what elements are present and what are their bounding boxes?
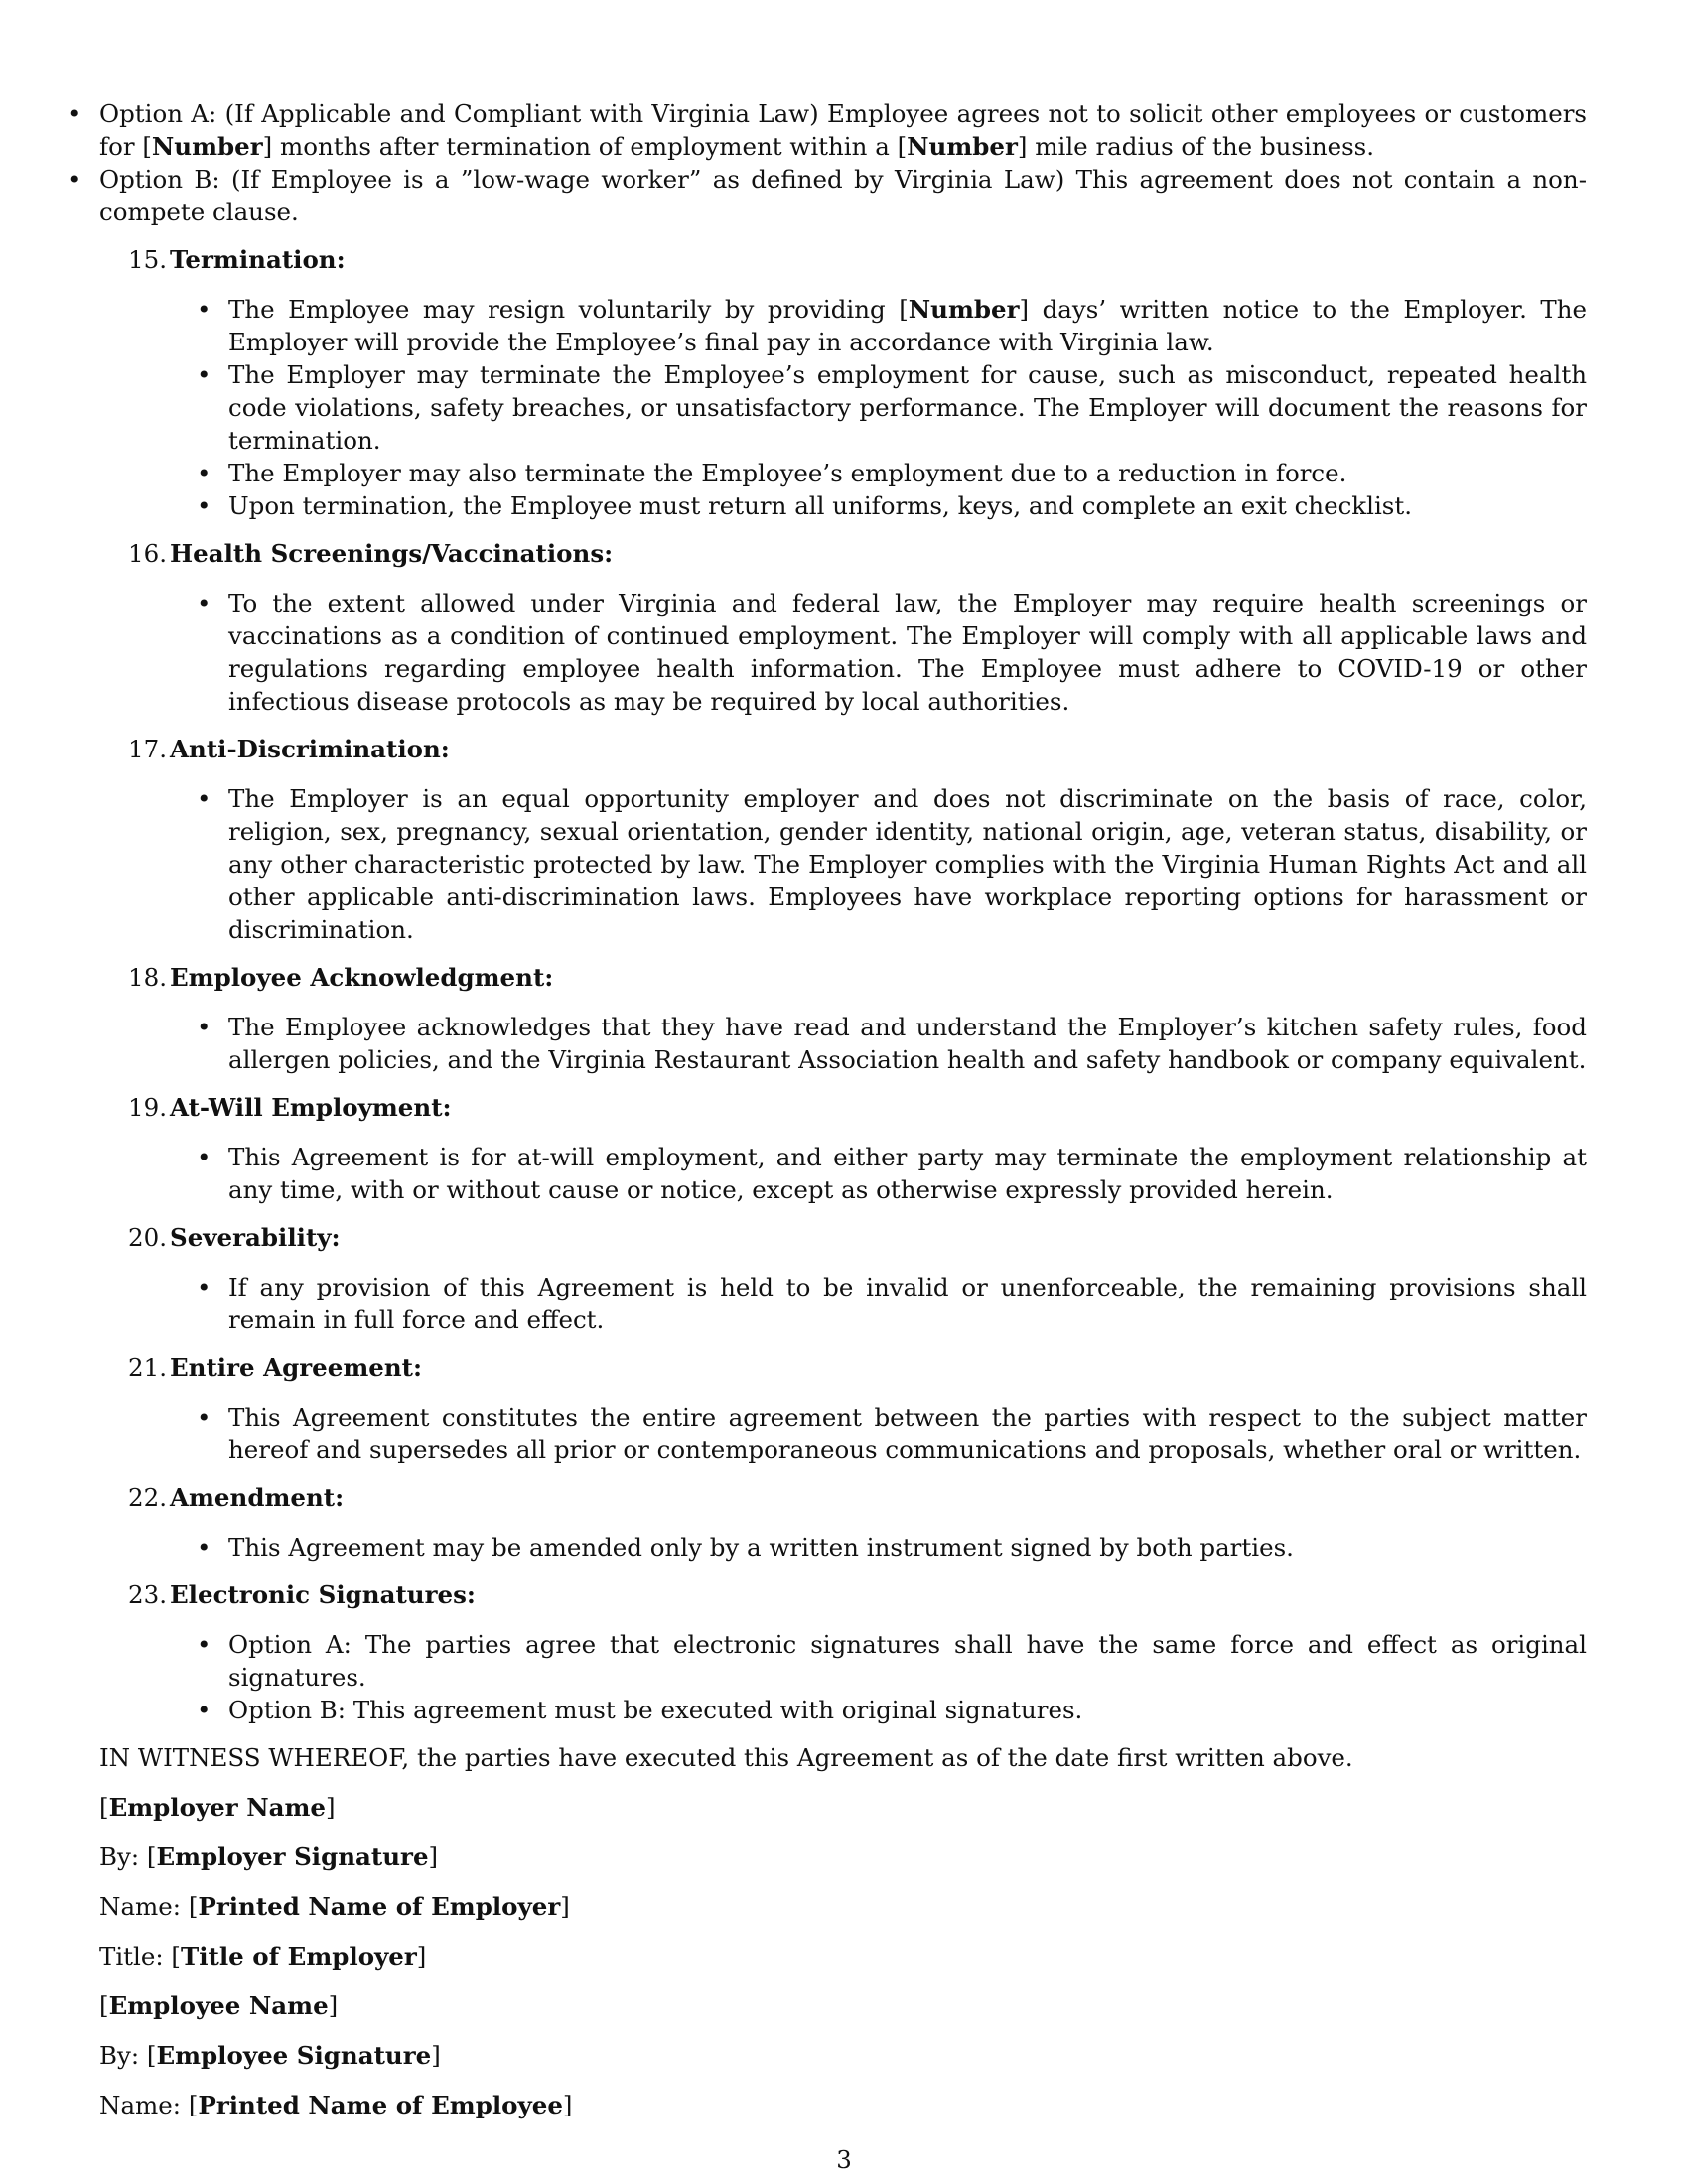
section-number: 22. <box>128 1483 167 1512</box>
section-at-will-employment <box>99 1091 1587 1206</box>
list-item: • Option A: (If Applicable and Compliant with Virginia Law) Employee agrees not to solicit other employees or customers for [Number] months after termination of employment within a [Number] mile radius of the business. <box>99 97 1587 163</box>
section-bullets <box>228 1401 1587 1466</box>
list-item: • To the extent allowed under Virginia and federal law, the Employer may require health screenings or vaccinations as a condition of continued employment. The Employer will comply with all applicable laws and regulations regarding employee health information. The Employee must adhere to COVID-19 or other infectious disease protocols as may be required by local authorities. <box>228 587 1587 718</box>
list-item: • The Employer is an equal opportunity employer and does not discriminate on the basis of race, color, religion, sex, pregnancy, sexual orientation, gender identity, national origin, age, veteran status, disability, or any other characteristic protected by law. The Employer complies with the Virginia Human Rights Act and all other applicable anti-discrimination laws. Employees have workplace reporting options for harassment or discrimination. <box>228 782 1587 946</box>
section-severability <box>99 1221 1587 1336</box>
list-item: • The Employer may also terminate the Employee’s employment due to a reduction in force. <box>228 457 1587 489</box>
section-termination <box>99 243 1587 522</box>
page-number: 3 <box>836 2145 852 2174</box>
list-item: • Option B: (If Employee is a ”low-wage worker” as defined by Virginia Law) This agreement does not contain a non-compete clause. <box>99 163 1587 228</box>
section-number: 23. <box>128 1580 167 1609</box>
section-bullets <box>228 1628 1587 1726</box>
section-number: 15. <box>128 245 167 274</box>
section-title: Electronic Signatures: <box>170 1580 476 1609</box>
section-title: Health Screenings/Vaccinations: <box>170 539 614 568</box>
list-item: • The Employer may terminate the Employee’s employment for cause, such as misconduct, repeated health code violations, safety breaches, or unsatisfactory performance. The Employer will document the reasons for termination. <box>228 358 1587 457</box>
section-number: 20. <box>128 1223 167 1252</box>
signature-line-employer-signature: By: [Employer Signature] <box>99 1843 439 1871</box>
section-number: 17. <box>128 735 167 763</box>
section-bullets <box>228 1531 1587 1564</box>
section-electronic-signatures <box>99 1578 1587 1726</box>
section-bullets <box>228 1011 1587 1076</box>
section-title: Entire Agreement: <box>170 1353 423 1382</box>
list-item: • This Agreement may be amended only by a written instrument signed by both parties. <box>228 1531 1587 1564</box>
section-bullets <box>228 782 1587 946</box>
lead-bullet-list <box>99 97 1587 228</box>
section-health-screenings <box>99 537 1587 718</box>
list-item: • The Employee acknowledges that they have read and understand the Employer’s kitchen safety rules, food allergen policies, and the Virginia Restaurant Association health and safety handbook or company equivalent. <box>228 1011 1587 1076</box>
section-employee-acknowledgment <box>99 961 1587 1076</box>
section-number: 18. <box>128 963 167 992</box>
signature-line-employee-printed-name: Name: [Printed Name of Employee] <box>99 2091 573 2119</box>
list-item: • The Employee may resign voluntarily by providing [Number] days’ written notice to the Employer. The Employer will provide the Employee’s final pay in accordance with Virginia law. <box>228 293 1587 358</box>
section-bullets <box>228 587 1587 718</box>
section-bullets <box>228 1271 1587 1336</box>
section-anti-discrimination <box>99 733 1587 946</box>
section-bullets <box>228 1141 1587 1206</box>
section-title: Anti-Discrimination: <box>170 735 450 763</box>
section-number: 19. <box>128 1093 167 1122</box>
witness-statement: IN WITNESS WHEREOF, the parties have executed this Agreement as of the date first written above. <box>99 1743 1353 1772</box>
signature-line-employer-name: [Employer Name] <box>99 1793 336 1822</box>
section-number: 21. <box>128 1353 167 1382</box>
signature-line-employee-signature: By: [Employee Signature] <box>99 2041 441 2070</box>
list-item: • Option A: The parties agree that electronic signatures shall have the same force and effect as original signatures. <box>228 1628 1587 1694</box>
signature-line-employer-printed-name: Name: [Printed Name of Employer] <box>99 1892 570 1921</box>
section-title: Severability: <box>170 1223 341 1252</box>
section-title: Amendment: <box>170 1483 345 1512</box>
list-item: • Upon termination, the Employee must return all uniforms, keys, and complete an exit checklist. <box>228 489 1587 522</box>
list-item: • Option B: This agreement must be executed with original signatures. <box>228 1694 1587 1726</box>
list-item: • This Agreement is for at-will employment, and either party may terminate the employment relationship at any time, with or without cause or notice, except as otherwise expressly provided herein. <box>228 1141 1587 1206</box>
section-title: Employee Acknowledgment: <box>170 963 554 992</box>
section-entire-agreement <box>99 1351 1587 1466</box>
list-item: • If any provision of this Agreement is held to be invalid or unenforceable, the remaining provisions shall remain in full force and effect. <box>228 1271 1587 1336</box>
section-amendment <box>99 1481 1587 1564</box>
section-bullets <box>228 293 1587 522</box>
signature-line-employer-title: Title: [Title of Employer] <box>99 1942 427 1971</box>
section-title: At-Will Employment: <box>170 1093 452 1122</box>
section-title: Termination: <box>170 245 346 274</box>
list-item: • This Agreement constitutes the entire agreement between the parties with respect to the subject matter hereof and supersedes all prior or contemporaneous communications and proposals, whether oral or written. <box>228 1401 1587 1466</box>
signature-line-employee-name: [Employee Name] <box>99 1991 339 2020</box>
section-number: 16. <box>128 539 167 568</box>
